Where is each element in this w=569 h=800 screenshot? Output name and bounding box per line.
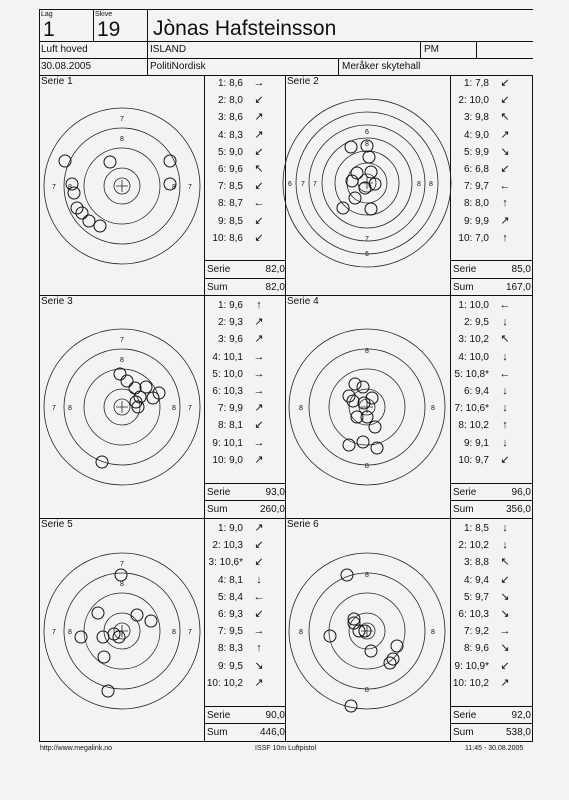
direction-arrow-icon: ↓ <box>502 316 508 329</box>
shot-value: 3: 10,6* <box>208 557 243 569</box>
direction-arrow-icon: ↓ <box>502 436 508 449</box>
shot-hole <box>92 607 104 619</box>
shot-value: 9: 10,9* <box>454 660 489 672</box>
direction-arrow-icon: ↘ <box>254 659 264 672</box>
direction-arrow-icon: → <box>253 436 265 449</box>
ring-label: 8 <box>68 405 72 412</box>
sum-label: Sum <box>453 727 474 738</box>
shot-value: 4: 9,0 <box>463 129 489 141</box>
shot-hole <box>345 141 357 153</box>
direction-arrow-icon: ↗ <box>254 676 264 689</box>
shot-value: 1: 8,6 <box>217 78 243 89</box>
direction-arrow-icon: ↙ <box>254 145 264 158</box>
shot-row <box>205 592 265 603</box>
ring-label: 8 <box>172 629 176 636</box>
shot-row <box>451 609 511 620</box>
shot-row <box>205 181 265 192</box>
ring-label: 8 <box>365 687 369 694</box>
shot-row <box>205 300 265 311</box>
shot-row <box>451 643 511 654</box>
direction-arrow-icon: ↙ <box>500 163 510 175</box>
shot-row <box>451 147 511 158</box>
ring-label: 8 <box>365 572 369 579</box>
shot-value: 4: 8,3 <box>217 129 243 141</box>
shot-row <box>451 317 511 328</box>
shot-value: 8: 8,3 <box>217 643 243 655</box>
direction-arrow-icon: → <box>499 625 511 638</box>
direction-arrow-icon: ↑ <box>502 231 508 244</box>
ring-label: 8 <box>299 629 303 636</box>
shot-row <box>451 626 511 637</box>
shot-value: 3: 9,6 <box>217 334 243 346</box>
shot-hole <box>363 151 375 163</box>
sum-total: 538,0 <box>505 727 531 738</box>
shot-value: 9: 10,1 <box>212 437 243 449</box>
shot-row <box>451 386 511 397</box>
shot-value: 2: 10,2 <box>458 540 489 552</box>
shot-hole <box>104 156 116 168</box>
shot-row <box>205 557 265 568</box>
shot-hole <box>131 609 143 621</box>
direction-arrow-icon: ↗ <box>254 402 264 415</box>
shot-hole <box>102 685 114 697</box>
direction-arrow-icon: ↙ <box>500 659 510 672</box>
shot-row <box>451 678 511 689</box>
competition: PolitiNordisk <box>150 61 206 72</box>
direction-arrow-icon: → <box>253 77 265 89</box>
shot-value: 1: 8,5 <box>463 523 489 534</box>
shot-value: 5: 9,7 <box>463 591 489 603</box>
footer-discipline: ISSF 10m Luftpistol <box>255 745 317 752</box>
ring-label: 8 <box>172 405 176 412</box>
direction-arrow-icon: → <box>253 625 265 638</box>
shot-hole <box>391 640 403 652</box>
direction-arrow-icon: ↑ <box>502 197 508 210</box>
direction-arrow-icon: ↘ <box>500 642 510 655</box>
shot-value: 1: 9,0 <box>217 523 243 534</box>
direction-arrow-icon: ↗ <box>254 111 264 124</box>
shot-value: 6: 9,3 <box>217 609 243 620</box>
shot-value: 10: 9,7 <box>458 454 489 466</box>
shot-value: 10: 10,2 <box>452 677 489 689</box>
shot-value: 6: 9,6 <box>217 164 243 175</box>
ring-label: 7 <box>120 116 124 123</box>
shot-row <box>451 181 511 192</box>
shot-row <box>451 233 511 244</box>
direction-arrow-icon: ↓ <box>502 385 508 397</box>
shooter-name: Jònas Hafsteinsson <box>153 17 337 40</box>
shot-value: 10: 8,6 <box>212 232 243 244</box>
direction-arrow-icon: ← <box>253 590 265 603</box>
shot-value: 3: 8,6 <box>217 112 243 124</box>
ring-label: 8 <box>365 348 369 355</box>
lag-label: Lag <box>41 11 53 18</box>
footer-timestamp: 11:45 - 30.08.2005 <box>465 745 524 752</box>
venue: Meråker skytehall <box>342 61 421 72</box>
ring-label: 7 <box>52 184 56 191</box>
direction-arrow-icon: ↙ <box>500 94 510 107</box>
ring-label: 8 <box>417 181 421 188</box>
shot-row <box>205 147 265 158</box>
shot-value: 10: 7,0 <box>458 232 489 244</box>
serie-total: 92,0 <box>511 710 531 721</box>
shot-value: 9: 9,5 <box>217 660 243 672</box>
direction-arrow-icon: ↖ <box>254 163 264 175</box>
ring-label: 7 <box>188 405 192 412</box>
shot-row <box>451 78 511 89</box>
serie-title: Serie 5 <box>41 519 73 530</box>
serie-title: Serie 6 <box>287 519 319 530</box>
direction-arrow-icon: ↓ <box>502 522 508 534</box>
ring-label: 8 <box>68 184 72 191</box>
direction-arrow-icon: ← <box>253 197 265 210</box>
shot-row <box>205 130 265 141</box>
shot-row <box>451 112 511 123</box>
direction-arrow-icon: ↙ <box>254 231 264 244</box>
shot-row <box>205 403 265 414</box>
shot-row <box>205 112 265 123</box>
shot-hole <box>59 155 71 167</box>
shot-value: 2: 9,5 <box>463 317 489 329</box>
shot-row <box>205 198 265 209</box>
shot-value: 7: 9,7 <box>463 181 489 193</box>
direction-arrow-icon: ← <box>499 299 511 311</box>
ring-label: 8 <box>365 141 369 148</box>
shot-hole <box>94 220 106 232</box>
lag-value: 1 <box>43 18 55 41</box>
shot-row <box>451 438 511 449</box>
shot-row <box>205 575 265 586</box>
shot-value: 3: 10,2 <box>458 334 489 346</box>
shot-row <box>451 592 511 603</box>
shot-row <box>451 300 511 311</box>
direction-arrow-icon: ↗ <box>500 676 510 689</box>
shot-value: 7: 9,2 <box>463 626 489 638</box>
shot-row <box>205 369 265 380</box>
serie-total: 90,0 <box>265 710 285 721</box>
direction-arrow-icon: ↙ <box>500 573 510 586</box>
direction-arrow-icon: ↙ <box>254 539 264 552</box>
shot-row <box>451 575 511 586</box>
shot-hole <box>98 651 110 663</box>
direction-arrow-icon: ↗ <box>254 128 264 141</box>
shot-row <box>451 369 511 380</box>
direction-arrow-icon: ↘ <box>500 590 510 603</box>
shot-row <box>451 164 511 175</box>
sum-label: Sum <box>207 504 228 515</box>
shot-row <box>205 233 265 244</box>
shot-row <box>205 438 265 449</box>
direction-arrow-icon: ↖ <box>500 111 510 124</box>
shot-row <box>451 540 511 551</box>
ring-label: 8 <box>172 184 176 191</box>
serie-label: Serie <box>207 264 231 275</box>
shot-hole <box>83 215 95 227</box>
shot-row <box>451 523 511 534</box>
ring-label: 7 <box>52 405 56 412</box>
direction-arrow-icon: ↙ <box>254 556 264 569</box>
shot-value: 4: 10,1 <box>212 351 243 363</box>
shot-row <box>205 420 265 431</box>
shot-hole <box>75 631 87 643</box>
target-diagram <box>27 312 217 502</box>
skive-value: 19 <box>97 18 121 41</box>
sum-total: 167,0 <box>505 282 531 293</box>
ring-label: 8 <box>431 405 435 412</box>
shot-row <box>205 317 265 328</box>
target-diagram <box>272 312 462 502</box>
shot-hole <box>96 456 108 468</box>
direction-arrow-icon: ↗ <box>254 453 264 466</box>
shot-value: 7: 10,6* <box>454 403 489 415</box>
shot-hole <box>129 382 141 394</box>
direction-arrow-icon: ↙ <box>500 453 510 466</box>
shot-row <box>205 352 265 363</box>
skive-label: Skive <box>95 11 113 18</box>
direction-arrow-icon: ↓ <box>502 539 508 552</box>
target-diagram <box>27 91 217 281</box>
shot-value: 2: 8,0 <box>217 95 243 107</box>
serie-label: Serie <box>453 487 477 498</box>
direction-arrow-icon: → <box>253 350 265 363</box>
direction-arrow-icon: ↖ <box>500 556 510 569</box>
ring-label: 8 <box>120 357 124 364</box>
ring-label: 7 <box>365 236 369 243</box>
shot-value: 7: 9,5 <box>217 626 243 638</box>
direction-arrow-icon: ↖ <box>500 333 510 346</box>
serie-title: Serie 3 <box>41 296 73 307</box>
shot-row <box>205 609 265 620</box>
serie-label: Serie <box>453 710 477 721</box>
shot-row <box>205 455 265 466</box>
shot-value: 5: 9,9 <box>463 146 489 158</box>
serie-title: Serie 1 <box>41 76 73 87</box>
serie-total: 85,0 <box>511 264 531 275</box>
serie-title: Serie 2 <box>287 76 319 87</box>
sum-label: Sum <box>453 282 474 293</box>
direction-arrow-icon: ↙ <box>254 94 264 107</box>
shot-row <box>205 626 265 637</box>
serie-label: Serie <box>453 264 477 275</box>
ring-label: 7 <box>120 337 124 344</box>
shot-value: 6: 6,8 <box>463 164 489 175</box>
direction-arrow-icon: ↙ <box>500 77 510 89</box>
ring-label: 7 <box>301 181 305 188</box>
shot-value: 3: 9,8 <box>463 112 489 124</box>
shot-row <box>205 164 265 175</box>
serie-label: Serie <box>207 710 231 721</box>
direction-arrow-icon: ← <box>499 367 511 380</box>
ring-label: 7 <box>313 181 317 188</box>
target-diagram <box>272 536 462 726</box>
shot-value: 5: 8,4 <box>217 591 243 603</box>
ring-label: 8 <box>429 181 433 188</box>
footer-url[interactable]: http://www.megalink.no <box>40 745 112 752</box>
serie-total: 96,0 <box>511 487 531 498</box>
shot-hole <box>71 202 83 214</box>
direction-arrow-icon: → <box>253 385 265 397</box>
ring-label: 8 <box>120 136 124 143</box>
shot-row <box>451 198 511 209</box>
shot-row <box>205 540 265 551</box>
direction-arrow-icon: ↙ <box>254 419 264 432</box>
direction-arrow-icon: ↓ <box>256 573 262 586</box>
shot-value: 5: 9,0 <box>217 146 243 158</box>
ring-label: 8 <box>365 463 369 470</box>
serie-label: Serie <box>207 487 231 498</box>
direction-arrow-icon: ↗ <box>254 316 264 329</box>
shot-value: 8: 8,0 <box>463 198 489 210</box>
sum-total: 260,0 <box>259 504 285 515</box>
sum-total: 356,0 <box>505 504 531 515</box>
shot-value: 10: 9,0 <box>212 454 243 466</box>
shot-value: 8: 8,7 <box>217 198 243 210</box>
shot-row <box>451 130 511 141</box>
shot-value: 4: 9,4 <box>463 574 489 586</box>
shot-hole <box>365 203 377 215</box>
aim-cross <box>116 180 128 192</box>
shot-value: 1: 7,8 <box>463 78 489 89</box>
shot-hole <box>357 381 369 393</box>
shot-row <box>451 352 511 363</box>
shot-row <box>205 334 265 345</box>
shot-value: 4: 10,0 <box>458 351 489 363</box>
shot-value: 1: 9,6 <box>217 300 243 311</box>
shot-hole <box>365 166 377 178</box>
direction-arrow-icon: ↗ <box>254 522 264 534</box>
shot-value: 6: 10,3 <box>458 609 489 620</box>
ring-label: 8 <box>299 405 303 412</box>
shot-row <box>451 661 511 672</box>
shot-value: 2: 10,3 <box>212 540 243 552</box>
ring-label: 7 <box>120 561 124 568</box>
shot-row <box>451 455 511 466</box>
direction-arrow-icon: ↘ <box>500 145 510 158</box>
direction-arrow-icon: ↓ <box>502 402 508 415</box>
sum-label: Sum <box>207 727 228 738</box>
direction-arrow-icon: ← <box>499 180 511 193</box>
serie-title: Serie 4 <box>287 296 319 307</box>
shot-row <box>205 216 265 227</box>
shot-value: 10: 10,2 <box>206 677 243 689</box>
direction-arrow-icon: → <box>253 367 265 380</box>
shot-value: 5: 10,8* <box>454 368 489 380</box>
category: PM <box>424 44 439 55</box>
shot-value: 9: 9,1 <box>463 437 489 449</box>
shot-row <box>451 334 511 345</box>
shot-hole <box>97 631 109 643</box>
shot-row <box>451 557 511 568</box>
direction-arrow-icon: ↙ <box>254 180 264 193</box>
serie-total: 93,0 <box>265 487 285 498</box>
shot-hole <box>121 375 133 387</box>
class-name: Luft hoved <box>41 44 88 55</box>
ring-label: 8 <box>431 629 435 636</box>
shot-row <box>451 403 511 414</box>
shot-value: 2: 10,0 <box>458 95 489 107</box>
shot-row <box>205 95 265 106</box>
shot-hole <box>114 368 126 380</box>
ring-label: 6 <box>365 129 369 136</box>
direction-arrow-icon: ↙ <box>254 214 264 227</box>
target-diagram <box>27 536 217 726</box>
direction-arrow-icon: ↗ <box>500 214 510 227</box>
shot-row <box>205 643 265 654</box>
shot-row <box>205 661 265 672</box>
shot-hole <box>357 436 369 448</box>
target-diagram <box>272 88 462 278</box>
shot-row <box>205 78 265 89</box>
shot-value: 5: 10,0 <box>212 368 243 380</box>
ring-label: 7 <box>188 184 192 191</box>
aim-cross <box>116 401 128 413</box>
sum-total: 446,0 <box>259 727 285 738</box>
ring-label: 7 <box>52 629 56 636</box>
direction-arrow-icon: ↑ <box>256 642 262 655</box>
shot-value: 1: 10,0 <box>458 300 489 311</box>
serie-total: 82,0 <box>265 264 285 275</box>
ring-label: 8 <box>68 629 72 636</box>
shot-value: 8: 10,2 <box>458 420 489 432</box>
shot-hole <box>365 645 377 657</box>
shot-hole <box>349 378 361 390</box>
shot-hole <box>68 187 80 199</box>
direction-arrow-icon: ↑ <box>502 419 508 432</box>
shot-value: 9: 9,9 <box>463 215 489 227</box>
shot-value: 7: 9,9 <box>217 403 243 415</box>
shot-value: 2: 9,3 <box>217 317 243 329</box>
shot-row <box>205 523 265 534</box>
shot-value: 8: 9,6 <box>463 643 489 655</box>
shot-value: 8: 8,1 <box>217 420 243 432</box>
shot-row <box>205 678 265 689</box>
ring-label: 7 <box>188 629 192 636</box>
sum-label: Sum <box>453 504 474 515</box>
direction-arrow-icon: ↘ <box>500 608 510 620</box>
shot-row <box>451 420 511 431</box>
ring-label: 6 <box>288 181 292 188</box>
shot-value: 3: 8,8 <box>463 557 489 569</box>
shot-value: 6: 9,4 <box>463 386 489 397</box>
shot-hole <box>145 615 157 627</box>
direction-arrow-icon: ↗ <box>500 128 510 141</box>
direction-arrow-icon: ↗ <box>254 333 264 346</box>
direction-arrow-icon: ↑ <box>256 299 262 311</box>
shot-hole <box>359 182 371 194</box>
shot-value: 7: 8,5 <box>217 181 243 193</box>
direction-arrow-icon: ↓ <box>502 350 508 363</box>
shot-value: 6: 10,3 <box>212 386 243 397</box>
ring-label: 6 <box>365 251 369 258</box>
sum-total: 82,0 <box>265 282 285 293</box>
shot-hole <box>349 192 361 204</box>
shot-hole <box>384 657 396 669</box>
shot-value: 9: 8,5 <box>217 215 243 227</box>
shot-row <box>451 216 511 227</box>
nation: ISLAND <box>150 44 187 55</box>
direction-arrow-icon: ↙ <box>254 608 264 620</box>
shot-value: 4: 8,1 <box>217 574 243 586</box>
ring-label: 8 <box>120 581 124 588</box>
date: 30.08.2005 <box>41 61 92 72</box>
shot-row <box>451 95 511 106</box>
shot-hole <box>115 569 127 581</box>
sum-label: Sum <box>207 282 228 293</box>
shot-hole <box>76 207 88 219</box>
shot-row <box>205 386 265 397</box>
